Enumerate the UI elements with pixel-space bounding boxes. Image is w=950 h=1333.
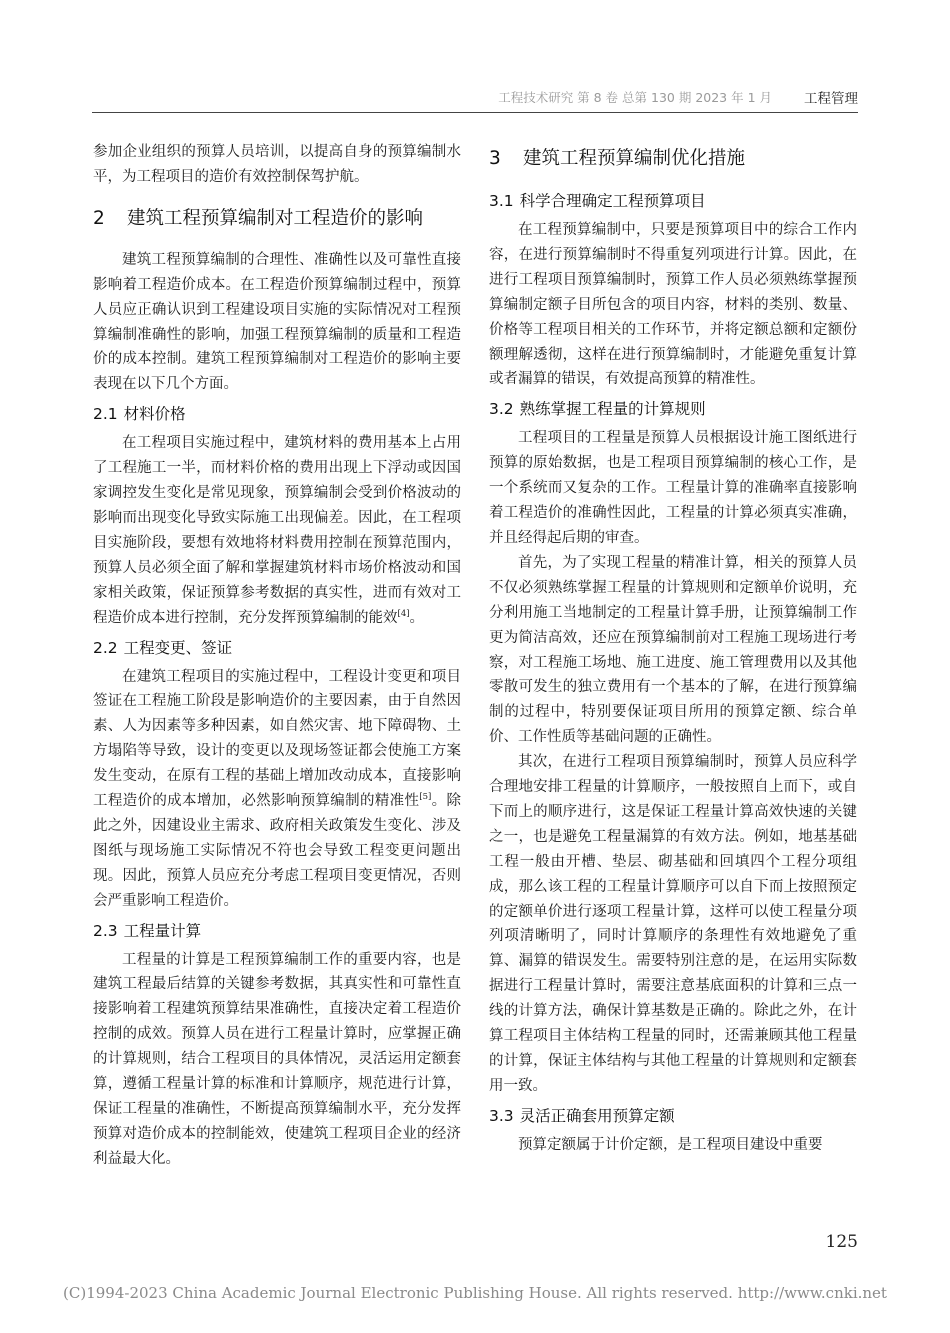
section-heading-2 xyxy=(93,190,461,248)
subsection-title: 工程量计算 xyxy=(123,921,202,940)
subsection-number: 3.2 xyxy=(489,400,514,419)
paragraph: 建筑工程预算编制的合理性、准确性以及可靠性直接影响着工程造价成本。在工程造价预算编制过程中，预算人员应正确认识到工程建设项目实施的实际情况对工程预算编制准确性的影响，加强工程预算编制的质量和工程造价的成本控制。建筑工程预算编制对工程造价的影响主要表现在以下几个方面。 xyxy=(93,251,461,393)
section-title: 建筑工程预算编制优化措施 xyxy=(523,148,746,169)
left-column xyxy=(93,140,461,1172)
journal-info: 工程技术研究 第 8 卷 总第 130 期 2023 年 1 月 xyxy=(498,90,772,105)
subsection-title: 工程变更、签证 xyxy=(123,638,233,657)
subsection-number: 2.2 xyxy=(93,638,118,657)
paragraph: 其次，在进行工程项目预算编制时，预算人员应科学合理地安排工程量的计算顺序，一般按照自上而下，或自下而上的顺序进行，这是保证工程量计算高效快速的关键之一，也是避免工程量漏算的有效方法。例如，地基基础工程一般由开槽、垫层、砌基础和回填四个工程分项组成，那么该工程的工程量计算顺序可以自下而上按照预定的定额单价进行逐项工程量计算，这样可以使工程量分项列项清晰明了，同时计算顺序的条理性有效地避免了重算、漏算的错误发生。需要特别注意的是，在运用实际数据进行工程量计算时，需要注意基底面积的计算和三点一线的计算方法，确保计算基数是正确的。除此之外，在计算工程项目主体结构工程量的同时，还需兼顾其他工程量的计算，保证主体结构与其他工程量的计算规则和定额套用一致。 xyxy=(489,754,857,1094)
paragraph: 预算定额属于计价定额，是工程项目建设中重要 xyxy=(518,1136,823,1153)
subsection-heading-3-3 xyxy=(489,1099,857,1133)
section-number: 2 xyxy=(93,207,105,229)
section-number: 3 xyxy=(489,148,501,169)
citation-ref[interactable]: [5] xyxy=(419,792,432,803)
subsection-heading-2-2 xyxy=(93,631,461,665)
subsection-title: 熟练掌握工程量的计算规则 xyxy=(519,400,706,419)
subsection-title: 材料价格 xyxy=(123,405,186,424)
running-header xyxy=(92,86,858,113)
subsection-title: 科学合理确定工程预算项目 xyxy=(519,192,706,210)
paragraph: 工程项目的工程量是预算人员根据设计施工图纸进行预算的原始数据，也是工程项目预算编制的核心工作，是一个系统而又复杂的工作。工程量计算的准确率直接影响着工程造价的准确性因此，工程量的计算必须真实准确，并且经得起后期的审查。 xyxy=(489,430,857,546)
paragraph: 参加企业组织的预算人员培训，以提高自身的预算编制水平，为工程项目的造价有效控制保驾护航。 xyxy=(93,144,461,185)
subsection-heading-2-1 xyxy=(93,397,461,431)
subsection-heading-3-1 xyxy=(489,184,857,218)
citation-ref[interactable]: [4] xyxy=(397,608,410,619)
copyright-footer: (C)1994-2023 China Academic Journal Electronic Publishing House. All rights reserved. http://www.cnki.net xyxy=(63,1284,887,1302)
subsection-heading-2-3 xyxy=(93,914,461,948)
paragraph: 工程量的计算是工程预算编制工作的重要内容，也是建筑工程最后结算的关键参考数据，其真实性和可靠性直接影响着工程建筑预算结果准确性，直接决定着工程造价控制的成效。预算人员在进行工程量计算时，应掌握正确的计算规则，结合工程项目的具体情况，灵活运用定额套算，遵循工程量计算的标准和计算顺序，规范进行计算，保证工程量的准确性，不断提高预算编制水平，充分发挥预算对造价成本的控制能效，使建筑工程项目企业的经济利益最大化。 xyxy=(93,951,461,1167)
paragraph: 在工程预算编制中，只要是预算项目中的综合工作内容，在进行预算编制时不得重复列项进行计算。因此，在进行工程项目预算编制时，预算工作人员必须熟练掌握预算编制定额子目所包含的项目内容，材料的类别、数量、价格等工程项目相关的工作环节，并将定额总额和定额份额理解透彻，这样在进行预算编制时，才能避免重复计算或者漏算的错误，有效提高预算的精准性。 xyxy=(489,222,857,388)
subsection-number: 2.1 xyxy=(93,405,118,424)
paragraph: 首先，为了实现工程量的精准计算，相关的预算人员不仅必须熟练掌握工程量的计算规则和定额单价说明，充分利用施工当地制定的工程量计算手册，让预算编制工作更为简洁高效，还应在预算编制前对工程施工现场进行考察，对工程施工场地、施工进度、施工管理费用以及其他零散可发生的独立费用有一个基本的了解，在进行预算编制的过程中，特别要保证项目所用的预算定额、综合单价、工作性质等基础问题的正确性。 xyxy=(489,554,857,746)
section-title: 建筑工程预算编制对工程造价的影响 xyxy=(127,207,424,229)
subsection-number: 2.3 xyxy=(93,921,118,940)
section-name: 工程管理 xyxy=(804,91,858,107)
paragraph: 在工程项目实施过程中，建筑材料的费用基本上占用了工程施工一半，而材料价格的费用出现上下浮动或因国家调控发生变化是常见现象，预算编制会受到价格波动的影响而出现变化导致实际施工出现偏差。因此，在工程项目实施阶段，要想有效地将材料费用控制在预算范围内，预算人员必须全面了解和掌握建筑材料市场价格波动和国家相关政策，保证预算参考数据的真实性，进而有效对工程造价成本进行控制，充分发挥预算编制的能效[4]。 xyxy=(93,435,461,626)
section-heading-3 xyxy=(489,140,857,184)
subsection-title: 灵活正确套用预算定额 xyxy=(519,1106,675,1125)
subsection-number: 3.3 xyxy=(489,1106,514,1125)
right-column xyxy=(489,140,857,1158)
page-number: 125 xyxy=(825,1232,858,1252)
subsection-number: 3.1 xyxy=(489,192,514,210)
subsection-heading-3-2 xyxy=(489,392,857,426)
paragraph: 在建筑工程项目的实施过程中，工程设计变更和项目签证在工程施工阶段是影响造价的主要因素，由于自然因素、人为因素等多种因素，如自然灾害、地下障碍物、土方塌陷等导致，设计的变更以及现场签证都会使施工方案发生变动，在原有工程的基础上增加改动成本，直接影响工程造价的成本增加，必然影响预算编制的精准性[5]。除此之外，因建设业主需求、政府相关政策发生变化、涉及图纸与现场施工实际情况不符也会导致工程变更问题出现。因此，预算人员应充分考虑工程项目变更情况，否则会严重影响工程造价。 xyxy=(93,668,462,909)
